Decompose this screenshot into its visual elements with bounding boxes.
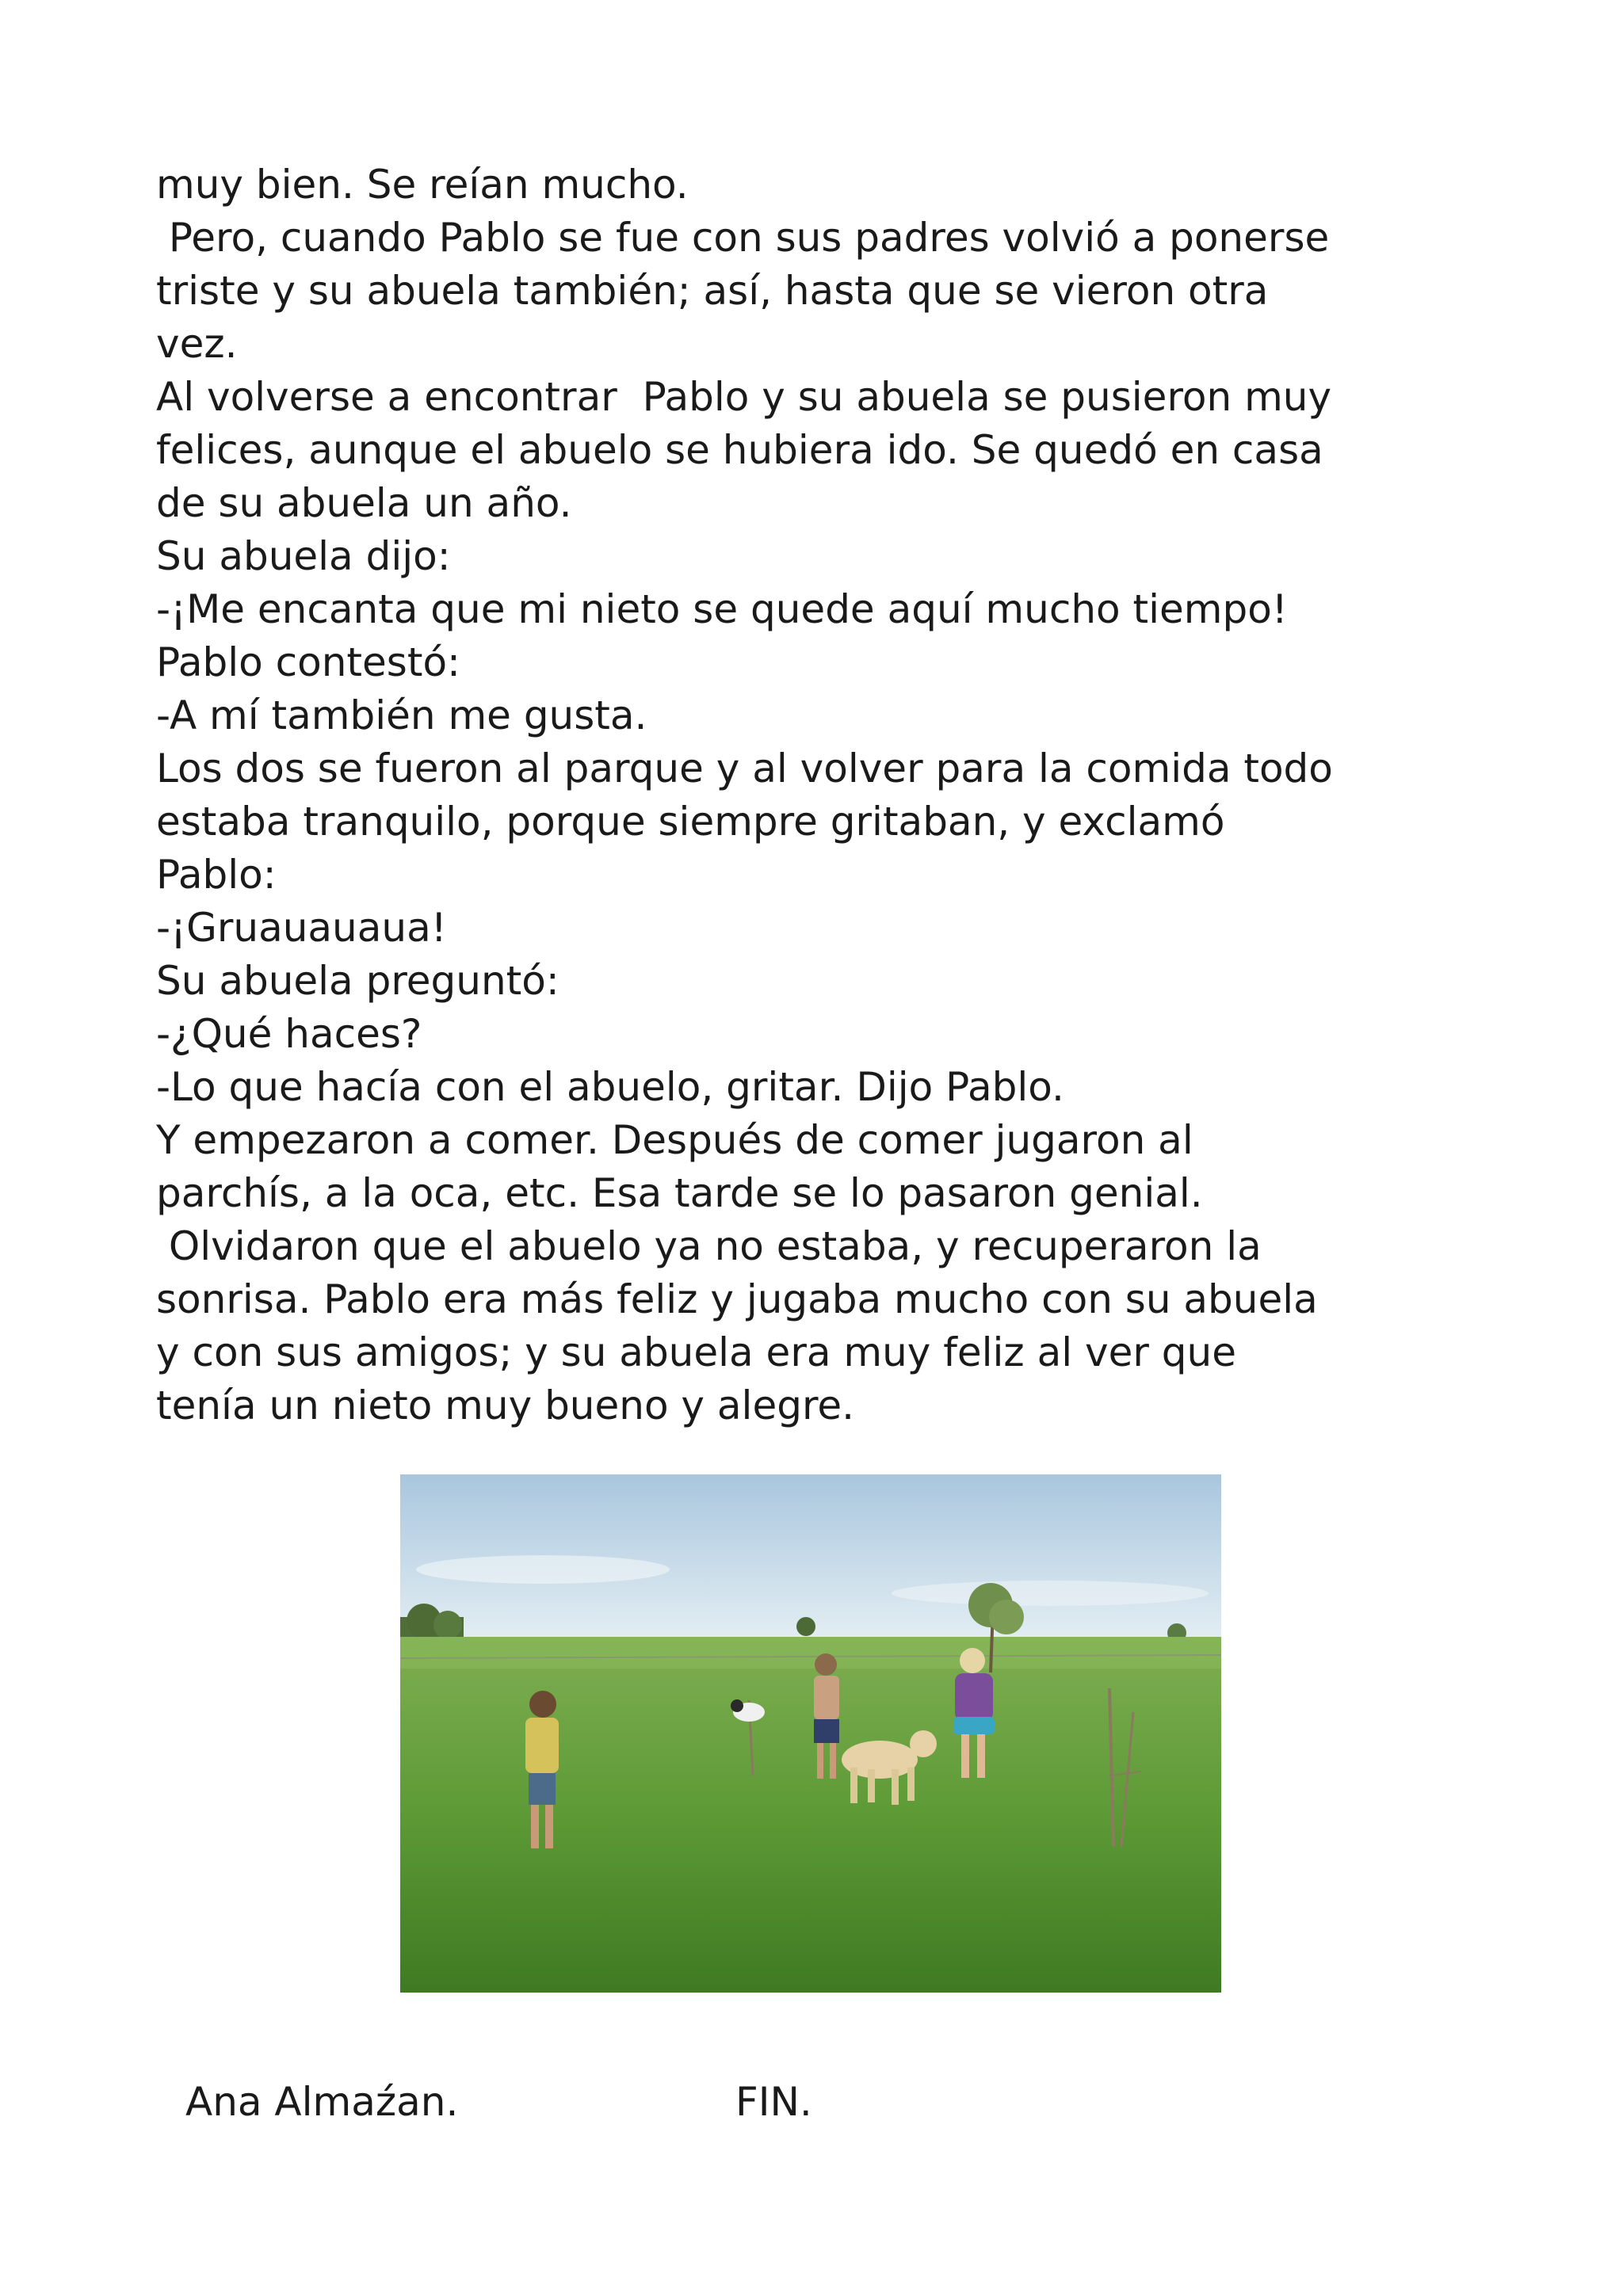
story-line: triste y su abuela también; así, hasta que se vieron otra bbox=[156, 268, 1269, 314]
field-photo bbox=[400, 1474, 1221, 1993]
story-line: de su abuela un año. bbox=[156, 480, 572, 526]
story-line: -Lo que hacía con el abuelo, gritar. Dijo Pablo. bbox=[156, 1064, 1064, 1110]
story-line: Pablo contestó: bbox=[156, 639, 460, 685]
story-line: -¡Gruauauaua! bbox=[156, 905, 447, 951]
story-line: Al volverse a encontrar Pablo y su abuela se pusieron muy bbox=[156, 374, 1332, 420]
story-line: Su abuela dijo: bbox=[156, 533, 451, 579]
story-line: vez. bbox=[156, 321, 238, 367]
story-line: -¿Qué haces? bbox=[156, 1011, 422, 1057]
story-line: muy bien. Se reían mucho. bbox=[156, 162, 689, 208]
story-line: Los dos se fueron al parque y al volver para la comida todo bbox=[156, 746, 1333, 791]
story-line: Pablo: bbox=[156, 852, 277, 898]
story-line: parchís, a la oca, etc. Esa tarde se lo pasaron genial. bbox=[156, 1170, 1203, 1216]
story-line: Olvidaron que el abuelo ya no estaba, y recuperaron la bbox=[156, 1223, 1262, 1269]
story-line: tenía un nieto muy bueno y alegre. bbox=[156, 1383, 855, 1428]
story-line: -A mí también me gusta. bbox=[156, 692, 647, 738]
story-line: Y empezaron a comer. Después de comer jugaron al bbox=[156, 1117, 1193, 1163]
end-label: FIN. bbox=[735, 2079, 812, 2125]
story-line: estaba tranquilo, porque siempre gritaban, y exclamó bbox=[156, 799, 1225, 845]
story-text bbox=[156, 158, 1503, 1432]
story-line: Su abuela preguntó: bbox=[156, 958, 559, 1004]
story-line: sonrisa. Pablo era más feliz y jugaba mucho con su abuela bbox=[156, 1276, 1318, 1322]
story-line: felices, aunque el abuelo se hubiera ido. Se quedó en casa bbox=[156, 427, 1323, 473]
author-name: Ana Almaźan. bbox=[185, 2079, 459, 2125]
story-line: y con sus amigos; y su abuela era muy feliz al ver que bbox=[156, 1329, 1236, 1375]
story-line: Pero, cuando Pablo se fue con sus padres volvió a ponerse bbox=[156, 215, 1330, 261]
story-line: -¡Me encanta que mi nieto se quede aquí mucho tiempo! bbox=[156, 586, 1288, 632]
